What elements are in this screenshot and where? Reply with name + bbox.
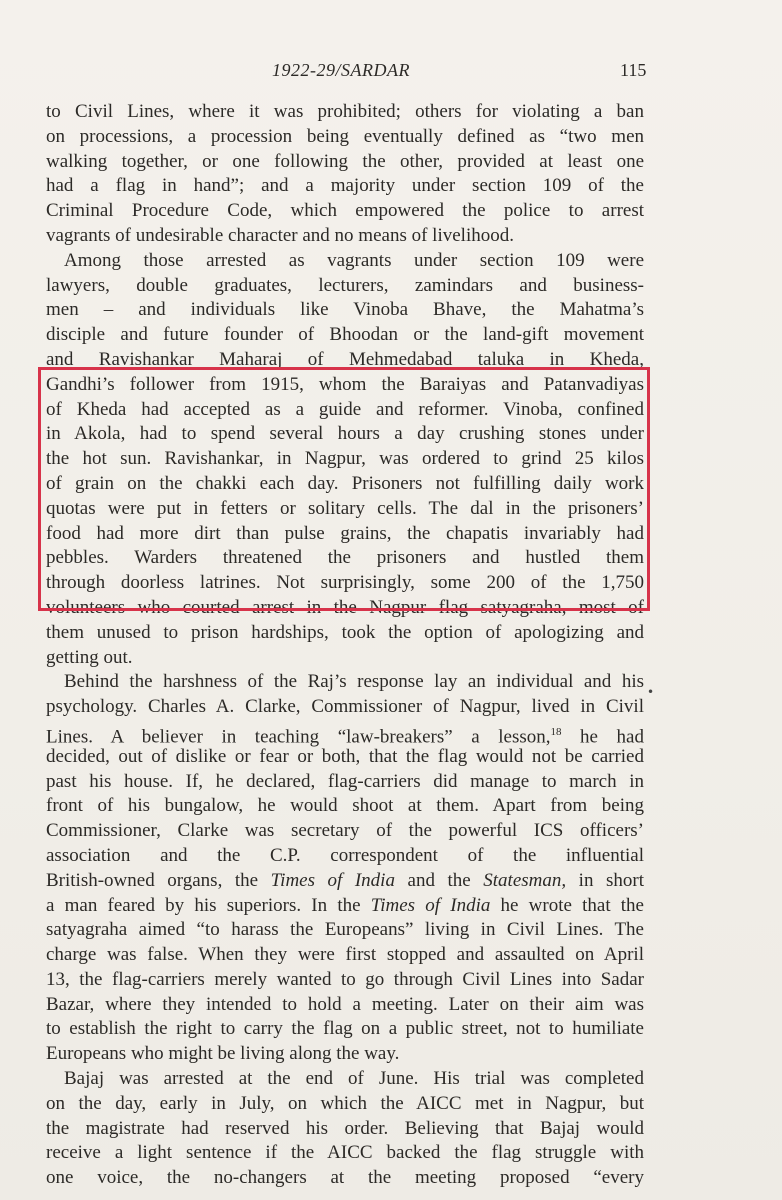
text-fragment: he wrote that the [490,894,644,916]
text-line: Europeans who might be living along the way. [46,1043,400,1065]
text-line: in Akola, had to spend several hours a day crushing stones under [46,423,644,445]
text-line: disciple and future founder of Bhoodan or the land-gift movement [46,324,644,346]
text-line: past his house. If, he declared, flag-carriers did manage to march in [46,770,644,792]
text-line: charge was false. When they were first stopped and assaulted on April [46,944,644,966]
text-line: food had more dirt than pulse grains, the chapatis invariably had [46,522,644,544]
text-line [46,894,644,919]
margin-dot-mark: • [647,685,655,699]
text-line [46,720,644,748]
text-line: front of his bungalow, he would shoot at them. Apart from being [46,795,644,817]
text-line: the magistrate had reserved his order. Believing that Bajaj would [46,1117,644,1139]
text-line: on the day, early in July, on which the AICC met in Nagpur, but [46,1092,644,1114]
paragraph-first-line: Behind the harshness of the Raj’s response lay an individual and his [64,671,644,693]
text-fragment: a man feared by his superiors. In the [46,894,371,916]
text-line: of grain on the chakki each day. Prisoners not fulfilling daily work [46,472,644,494]
text-line: decided, out of dislike or fear or both, that the flag would not be carried [46,745,644,767]
text-line: men – and individuals like Vinoba Bhave, the Mahatma’s [46,299,644,321]
text-line: them unused to prison hardships, took the option of apologizing and [46,621,644,643]
text-line: walking together, or one following the other, provided at least one [46,150,644,172]
text-line: to Civil Lines, where it was prohibited; others for violating a ban [46,101,644,122]
text-line: had a flag in hand”; and a majority under section 109 of the [46,175,644,197]
text-line: the hot sun. Ravishankar, in Nagpur, was ordered to grind 25 kilos [46,448,644,470]
text-line: getting out. [46,646,133,668]
text-line: association and the C.P. correspondent of the influential [46,844,644,866]
publication-title: Times of India [370,894,491,916]
text-line: and Ravishankar Maharaj of Mehmedabad taluka in Kheda, [46,348,644,370]
text-line: of Kheda had accepted as a guide and reformer. Vinoba, confined [46,398,644,420]
running-title: 1922-29/SARDAR [272,60,410,80]
text-line: pebbles. Warders threatened the prisoners and hustled them [46,547,644,569]
text-line: Gandhi’s follower from 1915, whom the Baraiyas and Patanvadiyas [46,373,644,395]
text-line: Bazar, where they intended to hold a meeting. Later on their aim was [46,993,644,1015]
paragraph-first-line: Among those arrested as vagrants under section 109 were [64,249,644,271]
text-line: satyagraha aimed “to harass the Europeans” living in Civil Lines. The [46,919,644,941]
publication-title: Statesman, [483,869,567,891]
body-text [46,100,644,1191]
footnote-reference: 18 [550,725,562,738]
text-fragment: he had [561,726,644,748]
text-line: one voice, the no-changers at the meeting proposed “every [46,1167,644,1189]
text-line: Commissioner, Clarke was secretary of the powerful ICS officers’ [46,820,644,842]
text-fragment: in short [566,869,644,891]
text-line [46,869,644,894]
text-line: through doorless latrines. Not surprisingly, some 200 of the 1,750 [46,572,644,594]
text-line: volunteers who courted arrest in the Nagpur flag satyagraha, most of [46,596,644,618]
text-fragment: British-owned organs, the [46,869,271,891]
text-line: receive a light sentence if the AICC backed the flag struggle with [46,1142,644,1164]
text-line: to establish the right to carry the flag on a public street, not to humiliate [46,1018,644,1040]
text-line: on processions, a procession being eventually defined as “two men [46,125,644,147]
text-fragment: and the [394,869,484,891]
text-line: psychology. Charles A. Clarke, Commissioner of Nagpur, lived in Civil [46,696,644,718]
text-line: quotas were put in fetters or solitary cells. The dal in the prisoners’ [46,497,644,519]
text-line: vagrants of undesirable character and no means of livelihood. [46,224,514,246]
text-line: lawyers, double graduates, lecturers, zamindars and business- [46,274,644,296]
text-line: Criminal Procedure Code, which empowered the police to arrest [46,200,644,222]
publication-title: Times of India [270,869,395,891]
text-line: 13, the flag-carriers merely wanted to go through Civil Lines into Sadar [46,968,644,990]
text-fragment: Lines. A believer in teaching “law-breakers” a lesson, [46,726,551,748]
paragraph-first-line: Bajaj was arrested at the end of June. His trial was completed [64,1068,644,1090]
page-number: 115 [620,60,647,80]
running-head [0,60,782,86]
